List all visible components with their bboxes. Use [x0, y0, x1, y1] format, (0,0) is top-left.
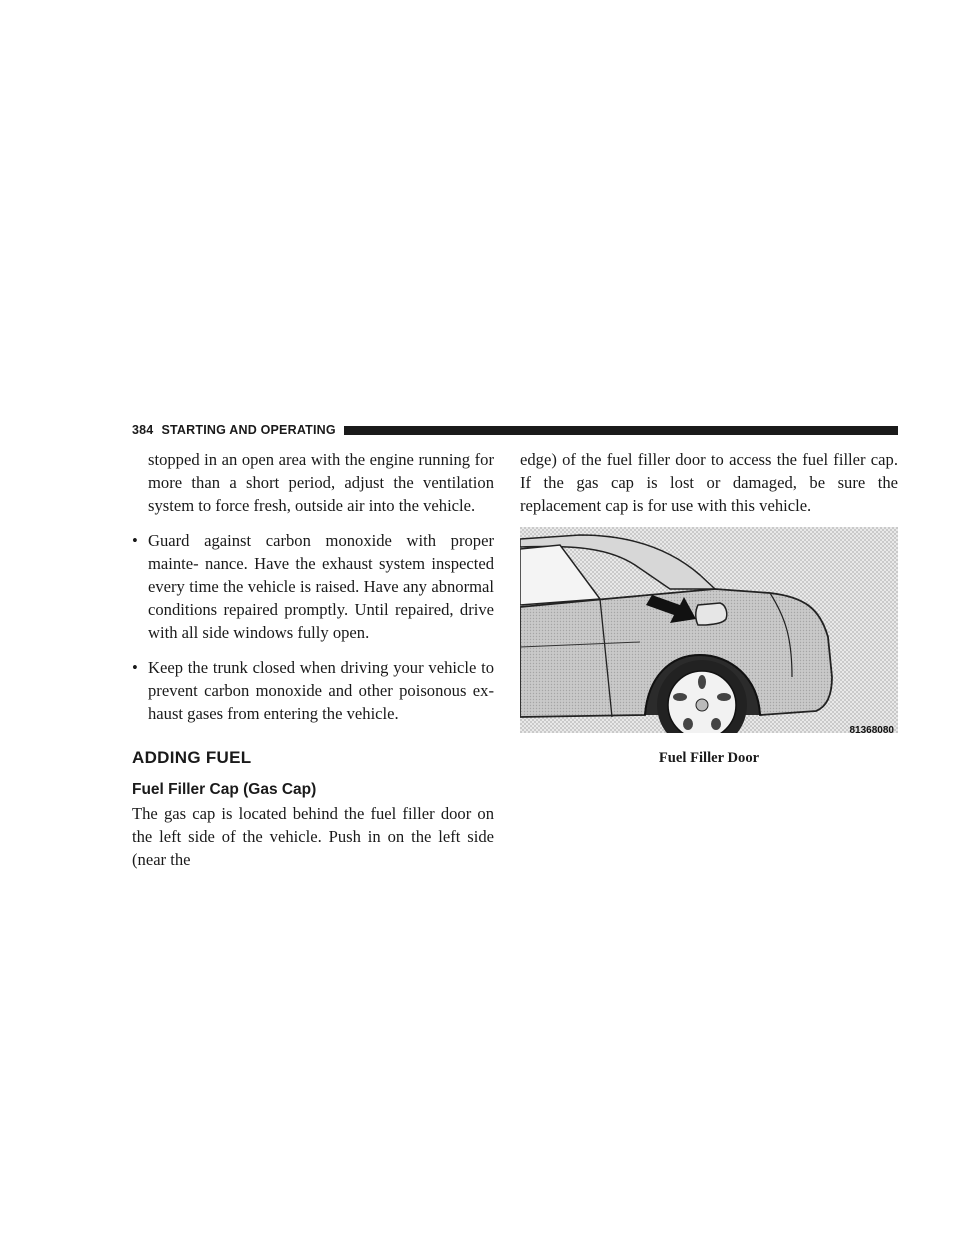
page-number: 384	[132, 423, 154, 437]
body-paragraph-continued: edge) of the fuel filler door to access the fuel filler cap. If the gas cap is lost or damaged, be sure the replacement cap is for use with this vehicle.	[520, 450, 898, 515]
bullet-icon: •	[132, 531, 138, 550]
figure-code: 81368080	[849, 725, 894, 736]
bullet-icon: •	[132, 658, 138, 677]
figure-caption: Fuel Filler Door	[658, 750, 760, 766]
header-rule	[344, 426, 898, 435]
bullet-text: Guard against carbon monoxide with proper mainte- nance. Have the exhaust system inspected every time the vehicle is raised. Have any abnormal conditions repaired promptly. Until repaired, drive with all side windows fully open.	[148, 531, 494, 642]
list-item	[132, 529, 494, 644]
fuel-filler-door	[696, 603, 727, 625]
body-paragraph: The gas cap is located behind the fuel filler door on the left side of the vehicle. Push in on the left side (near the	[132, 804, 494, 869]
right-column	[520, 448, 898, 767]
figure	[520, 527, 898, 767]
left-column	[132, 448, 494, 871]
bullet-text: Keep the trunk closed when driving your vehicle to prevent carbon monoxide and other poisonous ex- haust gases from entering the vehicle.	[148, 658, 494, 723]
section-heading: ADDING FUEL	[132, 748, 252, 767]
wheel-hub	[696, 699, 708, 711]
subsection-heading: Fuel Filler Cap (Gas Cap)	[132, 781, 317, 798]
section-title: STARTING AND OPERATING	[161, 423, 336, 437]
list-item	[132, 656, 494, 725]
ground-edge	[520, 733, 898, 740]
continuation-paragraph: stopped in an open area with the engine running for more than a short period, adjust the ventilation system to force fresh, outside air into the vehicle.	[148, 450, 494, 515]
page-header	[132, 423, 898, 437]
fuel-filler-door-illustration	[520, 527, 898, 740]
bullet-list	[132, 529, 494, 725]
